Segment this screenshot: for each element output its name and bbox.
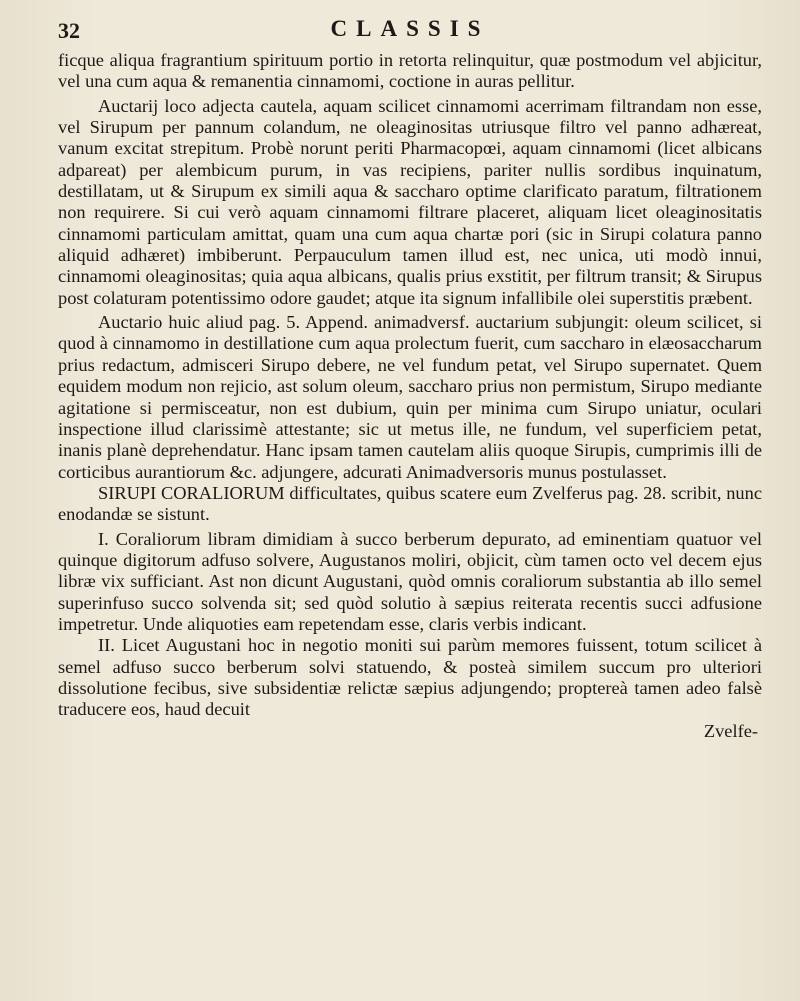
paragraph: Auctarij loco adjecta cautela, aquam scilicet cinnamomi acerrimam filtrandam non esse, vel Sirupum per pannum colandum, ne oleaginositas utriusque filtro vel panno adhæreat, vanum excitat strepitum. Probè norunt periti Pharmacopœi, aquam cinnamomi (licet albicans adpareat) per alembicum purum, in vas recipiens, pariter nullis sordibus inquinatum, destillatam, ut & Sirupum ex simili aqua & saccharo optime clarificato paratum, filtrationem non requirere. Si cui verò aquam cinnamomi filtrare placeret, aliquam licet oleaginositatis cinnamomi particulam amittat, quam una cum aqua chartæ pori (sic in Sirupi colatura panno aliquid adhæret) imbiberunt. Perpauculum tamen illud est, nec unica, uti modò innui, cinnamomi oleaginositas; quia aqua albicans, qualis prius exstitit, per filtrum transit; & Sirupus post colaturam potentissimo odore gaudet; atque ita signum infallibile olei superstitis præbent. [58,95,762,308]
page-header [58,12,762,50]
paragraph: II. Licet Augustani hoc in negotio moniti sui parùm memores fuissent, totum scilicet à semel adfuso succo berberum solvi statuendo, & posteà similem succum pro ulteriori dissolutione fecibus, sive subsidentiæ relictæ sæpius adjungendo; proptereà tamen adeo falsè traducere eos, haud decuit [58,635,762,720]
running-head: CLASSIS [330,16,490,41]
paragraph: I. Coraliorum libram dimidiam à succo berberum depurato, ad eminentiam quatuor vel quinque digitorum adfuso solvere, Augustanos moliri, objicit, cùm tamen octo vel decem ejus libræ vix sufficiant. Ast non dicunt Augustani, quòd omnis coraliorum substantia ab illo semel superinfuso succo solvenda sit; sed quòd solutio à sæpius reiterata recentis succi adfusione impetretur. Unde aliquoties eam repetendam esse, claris verbis indicant. [58,528,762,634]
page-number: 32 [58,18,80,43]
paragraph: ficque aliqua fragrantium spirituum portio in retorta relinquitur, quæ postmodum vel abjicitur, vel una cum aqua & remanentia cinnamomi, coctione in auras pellitur. [58,50,762,92]
body-text [58,50,762,742]
section-heading-paragraph: SIRUPI CORALIORUM difficultates, quibus scatere eum Zvelferus pag. 28. scribit, nunc enodandæ se sistunt. [58,482,762,525]
catchword: Zvelfe- [703,720,758,741]
paragraph: Auctario huic aliud pag. 5. Append. animadversf. auctarium subjungit: oleum scilicet, si quod à cinnamomo in destillatione cum aqua prolectum fuerit, cum saccharo in elæosaccharum prius redactum, admisceri Sirupo debere, ne vel fundum petat, vel Sirupo supernatet. Quem equidem modum non rejicio, ast solum oleum, saccharo prius non permistum, Sirupo mediante agitatione si permisceatur, non est dubium, quin per minima cum Sirupo uniatur, oculari inspectione illud clarissimè attestante; sic ut metus ille, ne fundum, vel superficiem petat, inanis planè deprehendatur. Hanc ipsam tamen cautelam aliis quoque Sirupis, cumprimis illi de corticibus aurantiorum &c. adjungere, adcurati Animadversoris munus postulasset. [58,312,762,482]
